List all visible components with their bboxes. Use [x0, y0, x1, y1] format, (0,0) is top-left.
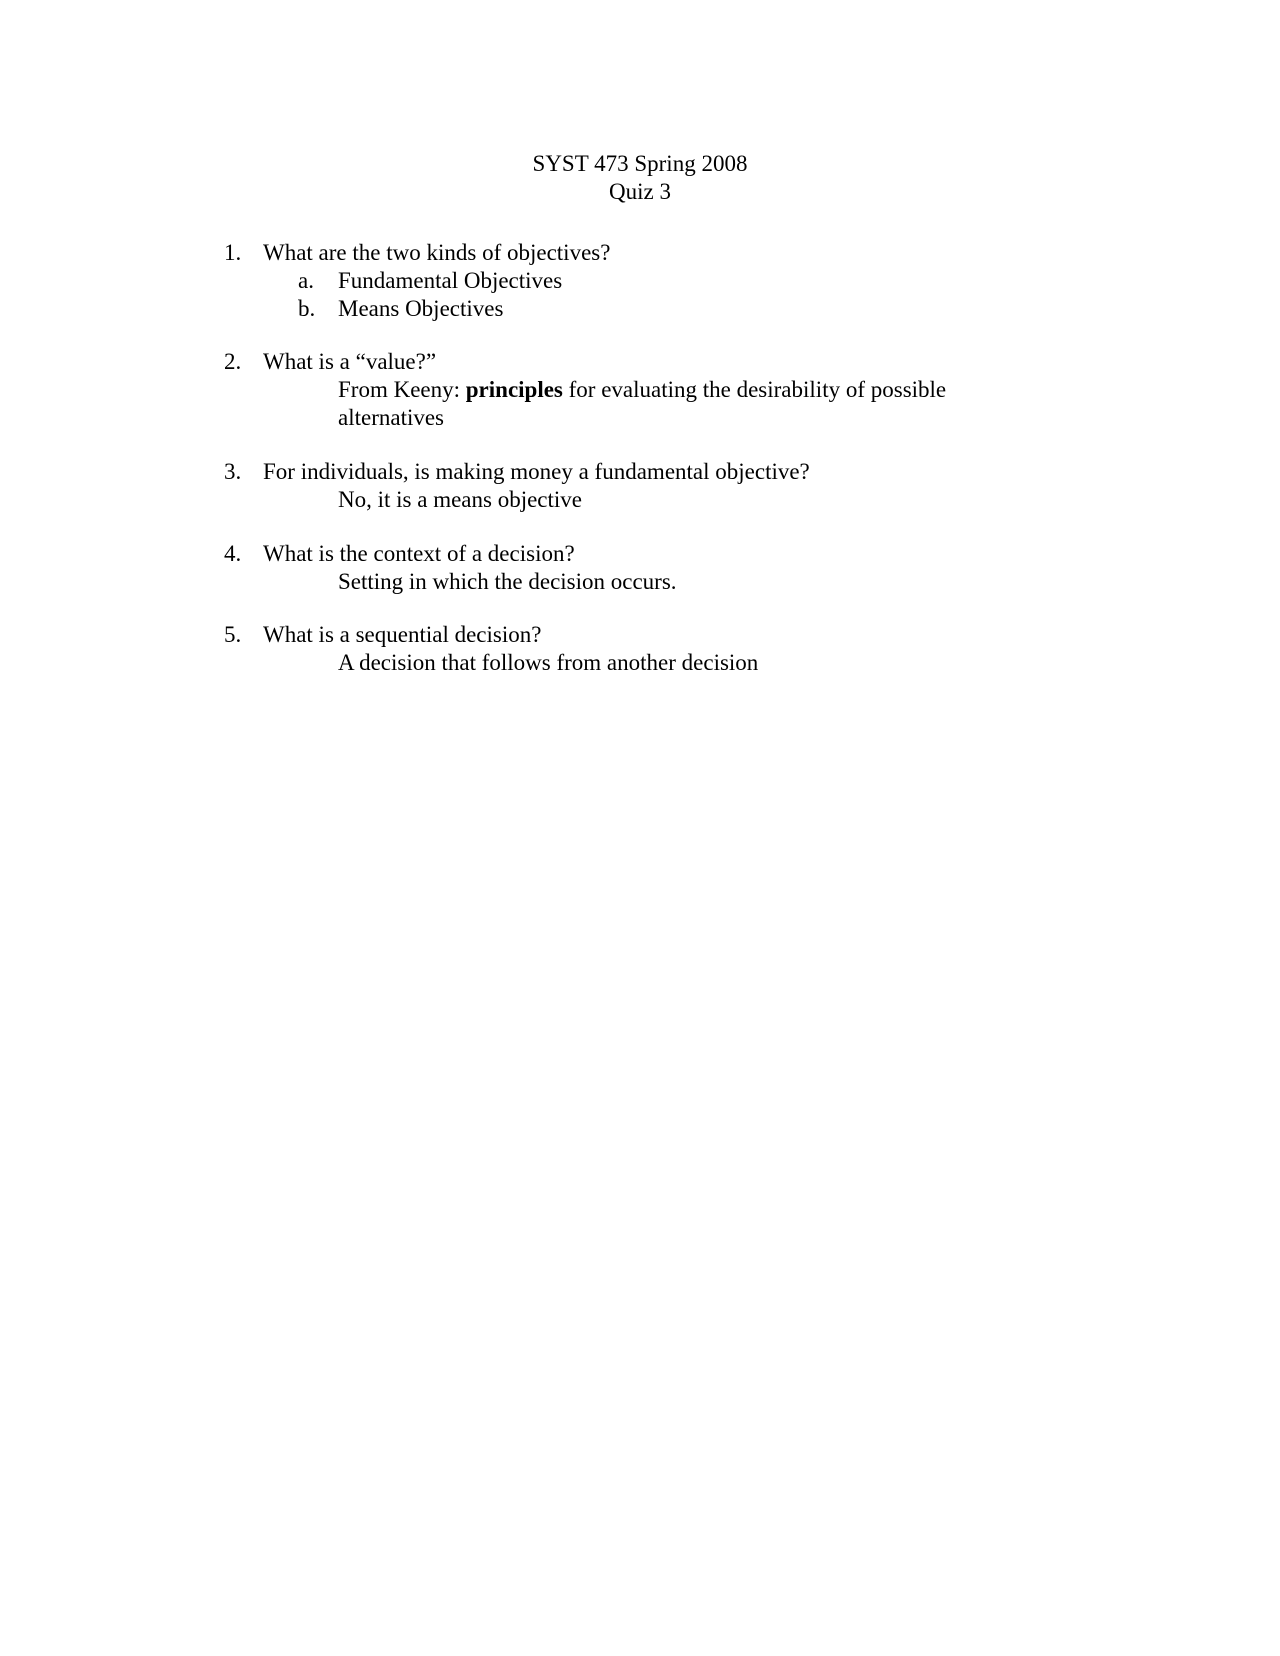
question-text: For individuals, is making money a fundamental objective?: [263, 459, 810, 484]
question-1: [224, 239, 1024, 323]
answer-prefix: From Keeny:: [338, 377, 466, 402]
answer-text: No, it is a means objective: [338, 487, 582, 512]
list-item-letter: a.: [298, 268, 314, 293]
question-4: [224, 540, 1024, 596]
question-number: 4.: [224, 541, 242, 566]
question-text: What are the two kinds of objectives?: [263, 240, 611, 265]
question-text: What is a sequential decision?: [263, 622, 542, 647]
question-3: [224, 458, 1024, 514]
question-text: What is the context of a decision?: [263, 541, 575, 566]
question-number: 2.: [224, 349, 242, 374]
question-number: 1.: [224, 240, 242, 265]
question-text: What is a “value?”: [263, 349, 437, 374]
list-item: [224, 295, 1024, 323]
question-2: [224, 348, 1024, 432]
list-item-letter: b.: [298, 296, 316, 321]
list-item-text: Means Objectives: [338, 296, 504, 321]
list-item: [224, 267, 1024, 295]
answer-text: Setting in which the decision occurs.: [338, 569, 677, 594]
quiz-title: Quiz 3: [609, 179, 671, 204]
question-number: 3.: [224, 459, 242, 484]
answer-text: A decision that follows from another decision: [338, 650, 759, 675]
answer-suffix: for evaluating the desirability of possible alternatives: [338, 377, 947, 430]
course-title: SYST 473 Spring 2008: [532, 151, 748, 176]
answer-bold-term: principles: [465, 377, 563, 402]
quiz-header: [0, 150, 1280, 206]
question-5: [224, 621, 1024, 677]
answer-text: [338, 376, 1024, 432]
list-item-text: Fundamental Objectives: [338, 268, 563, 293]
question-number: 5.: [224, 622, 242, 647]
